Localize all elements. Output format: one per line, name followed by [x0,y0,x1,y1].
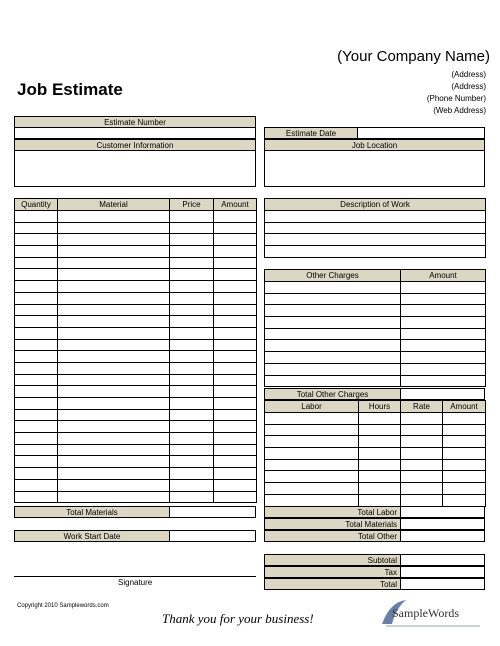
total-materials-label: Total Materials [14,506,170,518]
estimate-date-field[interactable] [357,127,485,139]
materials-cell[interactable] [15,234,58,246]
labor-cell[interactable] [265,413,359,425]
materials-row [15,246,257,258]
materials-cell[interactable] [58,269,170,281]
materials-cell[interactable] [170,444,214,456]
company-phone: (Phone Number) [426,94,486,103]
materials-row [15,468,257,480]
materials-cell[interactable] [170,362,214,374]
labor-cell[interactable] [359,494,401,506]
total-field[interactable] [400,578,485,590]
customer-info-field[interactable] [14,150,256,187]
materials-cell[interactable] [170,386,214,398]
materials-cell[interactable] [170,491,214,503]
description-cell[interactable] [265,211,486,223]
materials-cell[interactable] [58,374,170,386]
materials-row [15,421,257,433]
materials-cell[interactable] [214,269,257,281]
materials-cell[interactable] [214,257,257,269]
labor-cell[interactable] [359,448,401,460]
other-charges-row [265,328,486,340]
description-row [265,222,486,234]
materials-cell[interactable] [170,304,214,316]
other-charges-cell[interactable] [265,305,401,317]
other-charges-cell[interactable] [265,293,401,305]
materials-cell[interactable] [58,257,170,269]
hours-header: Hours [359,401,401,413]
labor-cell[interactable] [359,483,401,495]
labor-cell[interactable] [265,494,359,506]
materials-row [15,362,257,374]
work-start-date-field[interactable] [169,530,256,542]
other-amount-header: Amount [401,270,486,282]
total-labor-field[interactable] [400,506,485,518]
materials-cell[interactable] [58,433,170,445]
labor-row [265,483,486,495]
materials-cell[interactable] [58,398,170,410]
labor-cell[interactable] [443,424,486,436]
materials-cell[interactable] [170,269,214,281]
materials-row [15,327,257,339]
materials-cell[interactable] [214,211,257,223]
materials-cell[interactable] [214,398,257,410]
labor-cell[interactable] [401,424,443,436]
company-web: (Web Address) [433,106,486,115]
materials-cell[interactable] [214,491,257,503]
total-materials-right-field[interactable] [400,518,485,530]
labor-cell[interactable] [359,413,401,425]
materials-cell[interactable] [15,304,58,316]
materials-cell[interactable] [170,246,214,258]
materials-cell[interactable] [15,362,58,374]
labor-row [265,448,486,460]
materials-cell[interactable] [15,292,58,304]
materials-cell[interactable] [58,222,170,234]
other-charges-row [265,317,486,329]
other-charges-cell[interactable] [265,340,401,352]
materials-cell[interactable] [15,246,58,258]
materials-cell[interactable] [170,456,214,468]
materials-row [15,444,257,456]
materials-cell[interactable] [214,304,257,316]
materials-row [15,316,257,328]
materials-cell[interactable] [170,398,214,410]
materials-cell[interactable] [15,398,58,410]
materials-cell[interactable] [214,444,257,456]
materials-cell[interactable] [15,421,58,433]
materials-cell[interactable] [170,234,214,246]
labor-cell[interactable] [401,494,443,506]
materials-row [15,269,257,281]
materials-cell[interactable] [214,234,257,246]
materials-cell[interactable] [58,292,170,304]
materials-cell[interactable] [15,327,58,339]
materials-row [15,211,257,223]
other-charges-cell[interactable] [401,305,486,317]
materials-cell[interactable] [214,421,257,433]
labor-row [265,459,486,471]
labor-cell[interactable] [401,471,443,483]
materials-cell[interactable] [58,362,170,374]
materials-cell[interactable] [15,409,58,421]
total-other-field[interactable] [400,530,485,542]
other-charges-row [265,363,486,375]
labor-cell[interactable] [265,471,359,483]
labor-cell[interactable] [265,436,359,448]
labor-cell[interactable] [443,483,486,495]
other-charges-row [265,293,486,305]
tax-label: Tax [264,566,401,578]
materials-row [15,491,257,503]
materials-row [15,257,257,269]
materials-row [15,339,257,351]
materials-cell[interactable] [15,269,58,281]
other-charges-row [265,352,486,364]
other-charges-row [265,340,486,352]
total-materials-field[interactable] [169,506,256,518]
materials-cell[interactable] [214,316,257,328]
materials-cell[interactable] [58,327,170,339]
labor-cell[interactable] [443,471,486,483]
materials-cell[interactable] [58,468,170,480]
materials-cell[interactable] [58,444,170,456]
amount-header: Amount [214,199,257,211]
labor-row [265,471,486,483]
total-label: Total [264,578,401,590]
materials-cell[interactable] [170,479,214,491]
description-row [265,211,486,223]
materials-cell[interactable] [170,339,214,351]
labor-cell[interactable] [265,448,359,460]
materials-cell[interactable] [170,374,214,386]
materials-cell[interactable] [170,281,214,293]
other-charges-row [265,305,486,317]
materials-cell[interactable] [15,222,58,234]
materials-cell[interactable] [58,421,170,433]
other-charges-cell[interactable] [401,328,486,340]
labor-row [265,494,486,506]
materials-cell[interactable] [214,409,257,421]
total-materials-right-label: Total Materials [264,518,401,530]
materials-cell[interactable] [214,246,257,258]
labor-cell[interactable] [265,483,359,495]
labor-cell[interactable] [443,436,486,448]
total-other-label: Total Other [264,530,401,542]
labor-cell[interactable] [359,436,401,448]
materials-cell[interactable] [15,211,58,223]
materials-row [15,456,257,468]
copyright-text: Copyright 2010 Samplewords.com [17,603,109,609]
labor-cell[interactable] [443,448,486,460]
materials-cell[interactable] [214,292,257,304]
total-labor-label: Total Labor [264,506,401,518]
materials-cell[interactable] [214,433,257,445]
materials-cell[interactable] [15,281,58,293]
labor-cell[interactable] [401,436,443,448]
materials-cell[interactable] [58,456,170,468]
materials-table [14,198,257,503]
estimate-number-field[interactable] [14,127,256,139]
page-title: Job Estimate [17,80,123,99]
customer-info-header: Customer Information [14,139,256,151]
materials-cell[interactable] [15,351,58,363]
labor-row [265,413,486,425]
other-charges-table [264,269,486,387]
materials-cell[interactable] [214,479,257,491]
other-charges-row [265,375,486,387]
other-charges-cell[interactable] [401,293,486,305]
materials-cell[interactable] [170,327,214,339]
description-cell[interactable] [265,246,486,258]
subtotal-field[interactable] [400,554,485,566]
job-location-header: Job Location [264,139,485,151]
materials-cell[interactable] [58,211,170,223]
materials-cell[interactable] [15,479,58,491]
materials-cell[interactable] [214,222,257,234]
other-charges-cell[interactable] [401,363,486,375]
materials-cell[interactable] [15,374,58,386]
materials-cell[interactable] [15,491,58,503]
materials-cell[interactable] [58,281,170,293]
materials-cell[interactable] [15,456,58,468]
tax-field[interactable] [400,566,485,578]
description-row [265,246,486,258]
labor-cell[interactable] [401,413,443,425]
company-address-1: (Address) [451,70,486,79]
other-charges-cell[interactable] [401,282,486,294]
labor-cell[interactable] [401,459,443,471]
materials-cell[interactable] [170,222,214,234]
company-address-2: (Address) [451,82,486,91]
materials-row [15,234,257,246]
materials-cell[interactable] [170,421,214,433]
description-table [264,198,486,258]
materials-cell[interactable] [58,246,170,258]
materials-cell[interactable] [170,211,214,223]
labor-amount-header: Amount [443,401,486,413]
rate-header: Rate [401,401,443,413]
materials-cell[interactable] [214,362,257,374]
other-charges-header: Other Charges [265,270,401,282]
description-header: Description of Work [265,199,486,211]
materials-row [15,304,257,316]
materials-cell[interactable] [15,433,58,445]
description-row [265,234,486,246]
logo-text: SampleWords [392,606,460,620]
labor-cell[interactable] [401,448,443,460]
materials-row [15,398,257,410]
materials-row [15,433,257,445]
materials-cell[interactable] [58,304,170,316]
labor-header: Labor [265,401,359,413]
estimate-number-header: Estimate Number [14,116,256,128]
signature-line[interactable] [14,576,256,577]
materials-cell[interactable] [170,433,214,445]
materials-row [15,374,257,386]
labor-cell[interactable] [359,471,401,483]
materials-cell[interactable] [214,351,257,363]
materials-cell[interactable] [214,339,257,351]
other-charges-cell[interactable] [265,282,401,294]
materials-cell[interactable] [15,468,58,480]
materials-cell[interactable] [15,444,58,456]
materials-row [15,351,257,363]
materials-cell[interactable] [58,491,170,503]
labor-table [264,400,486,507]
company-name: (Your Company Name) [337,48,490,65]
labor-row [265,436,486,448]
materials-row [15,292,257,304]
materials-cell[interactable] [170,292,214,304]
other-charges-cell[interactable] [401,340,486,352]
price-header: Price [170,199,214,211]
labor-cell[interactable] [401,483,443,495]
materials-cell[interactable] [214,374,257,386]
materials-cell[interactable] [15,316,58,328]
materials-cell[interactable] [214,281,257,293]
materials-cell[interactable] [58,339,170,351]
other-charges-cell[interactable] [401,317,486,329]
labor-cell[interactable] [443,413,486,425]
subtotal-label: Subtotal [264,554,401,566]
other-charges-cell[interactable] [401,375,486,387]
materials-cell[interactable] [170,468,214,480]
labor-row [265,424,486,436]
description-cell[interactable] [265,222,486,234]
materials-cell[interactable] [214,327,257,339]
job-location-field[interactable] [264,150,485,187]
materials-cell[interactable] [214,386,257,398]
materials-cell[interactable] [15,339,58,351]
materials-cell[interactable] [58,409,170,421]
materials-row [15,409,257,421]
materials-row [15,281,257,293]
materials-cell[interactable] [214,456,257,468]
labor-cell[interactable] [265,459,359,471]
labor-cell[interactable] [265,424,359,436]
materials-cell[interactable] [58,316,170,328]
description-cell[interactable] [265,234,486,246]
materials-row [15,386,257,398]
other-charges-cell[interactable] [401,352,486,364]
materials-cell[interactable] [58,479,170,491]
materials-cell[interactable] [58,234,170,246]
labor-cell[interactable] [443,459,486,471]
materials-cell[interactable] [170,351,214,363]
materials-cell[interactable] [170,257,214,269]
other-charges-cell[interactable] [265,363,401,375]
other-charges-cell[interactable] [265,352,401,364]
total-other-charges-label: Total Other Charges [264,388,401,400]
materials-cell[interactable] [15,257,58,269]
labor-cell[interactable] [359,459,401,471]
materials-row [15,222,257,234]
total-other-charges-field[interactable] [400,388,485,400]
other-charges-cell[interactable] [265,375,401,387]
quantity-header: Quantity [15,199,58,211]
other-charges-row [265,282,486,294]
signature-label: Signature [118,578,153,587]
materials-cell[interactable] [15,386,58,398]
materials-cell[interactable] [170,316,214,328]
materials-cell[interactable] [214,468,257,480]
materials-cell[interactable] [58,351,170,363]
other-charges-cell[interactable] [265,317,401,329]
labor-cell[interactable] [443,494,486,506]
thank-you-text: Thank you for your business! [162,611,314,626]
labor-cell[interactable] [359,424,401,436]
work-start-date-label: Work Start Date [14,530,170,542]
estimate-date-header: Estimate Date [264,127,358,139]
materials-row [15,479,257,491]
material-header: Material [58,199,170,211]
materials-cell[interactable] [58,386,170,398]
other-charges-cell[interactable] [265,328,401,340]
materials-cell[interactable] [170,409,214,421]
